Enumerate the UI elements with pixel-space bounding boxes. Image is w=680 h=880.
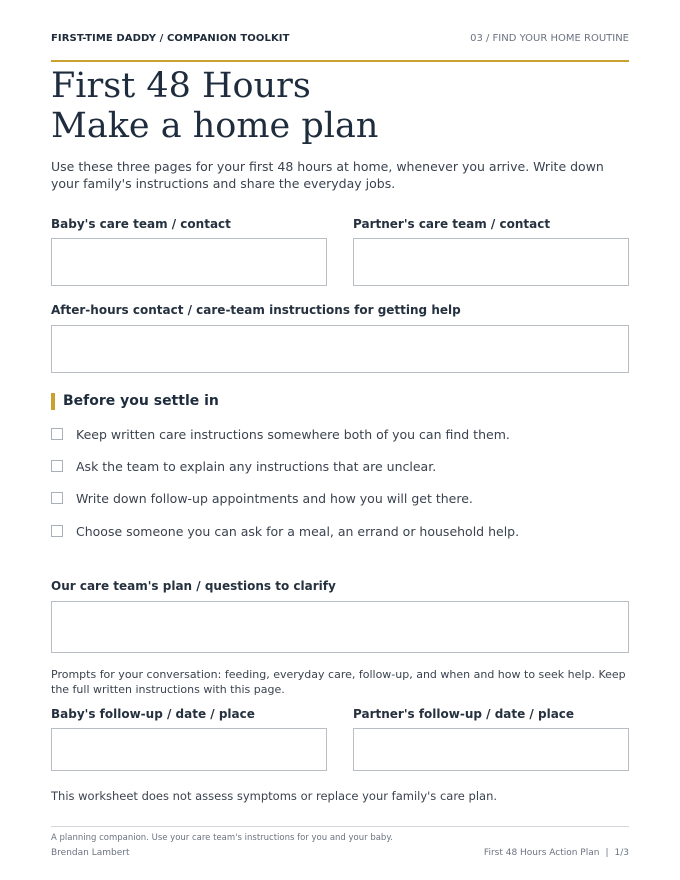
checklist-item-label: Choose someone you can ask for a meal, an errand or household help.: [76, 524, 520, 539]
checklist-item-label: Write down follow-up appointments and how you will get there.: [76, 491, 473, 506]
checklist-item-label: Ask the team to explain any instructions that are unclear.: [76, 459, 437, 474]
footer-note: A planning companion. Use your care team's instructions for you and your baby.: [51, 833, 393, 843]
footer-author: Brendan Lambert: [51, 848, 130, 858]
checkbox[interactable]: [51, 460, 63, 472]
title-line-1: First 48 Hours: [51, 66, 311, 106]
baby-care-team-label: Baby's care team / contact: [51, 217, 231, 231]
header-rule: [51, 60, 629, 62]
checkbox[interactable]: [51, 525, 63, 537]
section-accent-bar: [51, 393, 55, 410]
footer-page-number: 1/3: [614, 848, 629, 858]
settle-section-title: Before you settle in: [63, 393, 219, 409]
footer-rule: [51, 826, 629, 827]
after-hours-field[interactable]: [51, 325, 629, 373]
footer-separator: |: [605, 848, 609, 858]
partner-care-team-label: Partner's care team / contact: [353, 217, 551, 231]
title-line-2: Make a home plan: [51, 106, 379, 146]
checkbox[interactable]: [51, 492, 63, 504]
partner-care-team-field[interactable]: [353, 238, 629, 286]
page-header: [51, 33, 629, 47]
partner-followup-field[interactable]: [353, 728, 629, 771]
checkbox[interactable]: [51, 428, 63, 440]
disclaimer-text: This worksheet does not assess symptoms or replace your family's care plan.: [51, 789, 498, 803]
footer-page-info: [484, 848, 629, 858]
baby-care-team-field[interactable]: [51, 238, 327, 286]
toolkit-kicker: FIRST-TIME DADDY / COMPANION TOOLKIT: [51, 33, 290, 44]
intro-text: Use these three pages for your first 48 hours at home, whenever you arrive. Write down your family's instructions and share the everyday jobs.: [51, 159, 604, 191]
page-title: [51, 66, 378, 146]
footer-doc-title: First 48 Hours Action Plan: [483, 848, 600, 858]
partner-followup-label: Partner's follow-up / date / place: [353, 707, 575, 721]
checklist-item-label: Keep written care instructions somewhere both of you can find them.: [76, 427, 510, 442]
after-hours-label: After-hours contact / care-team instructions for getting help: [51, 303, 461, 317]
conversation-prompt: Prompts for your conversation: feeding, everyday care, follow-up, and when and how to seek help. Keep the full written instructions with this page.: [51, 668, 626, 696]
section-label: 03 / FIND YOUR HOME ROUTINE: [470, 33, 629, 44]
baby-followup-label: Baby's follow-up / date / place: [51, 707, 255, 721]
baby-followup-field[interactable]: [51, 728, 327, 771]
care-team-plan-label: Our care team's plan / questions to clarify: [51, 579, 336, 593]
care-team-plan-field[interactable]: [51, 601, 629, 653]
